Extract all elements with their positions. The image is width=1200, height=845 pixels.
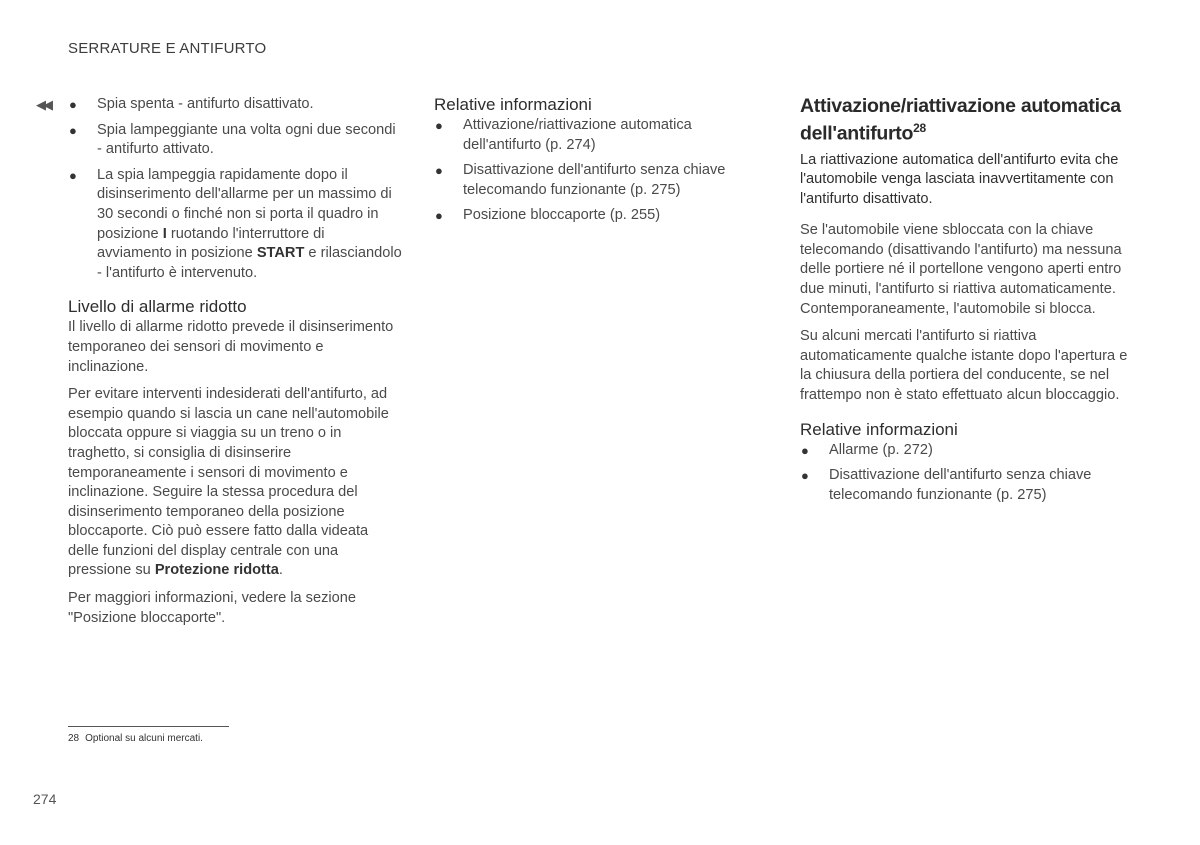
bullet-icon: ● xyxy=(801,442,809,458)
text-run: ruotando l'interruttore di avviamento in posizione xyxy=(97,225,325,262)
column-right xyxy=(800,95,1135,511)
related-link-item[interactable] xyxy=(800,441,1135,461)
paragraph: Il livello di allarme ridotto prevede il disinserimento temporaneo dei sensori di movimento e inclinazione. xyxy=(68,319,394,375)
bullet-icon: ● xyxy=(69,97,77,112)
related-link-text[interactable]: Disattivazione dell'antifurto senza chiave telecomando funzionante (p. 275) xyxy=(829,467,1092,503)
list-item xyxy=(68,166,403,284)
menu-option-label: Protezione ridotta xyxy=(154,562,279,579)
list-item-text: Spia spenta - antifurto disattivato. xyxy=(97,96,314,112)
list-item-text: Spia lampeggiante una volta ogni due secondi - antifurto attivato. xyxy=(97,121,396,158)
related-link-item[interactable] xyxy=(800,466,1135,505)
page-header-title: SERRATURE E ANTIFURTO xyxy=(68,40,267,57)
text-run: e rilasciandolo - l'antifurto è intervenuto. xyxy=(97,245,402,281)
heading-text: Attivazione/riattivazione automatica dell'antifurto xyxy=(800,95,1121,145)
bullet-icon: ● xyxy=(801,468,809,484)
section-heading: Livello di allarme ridotto xyxy=(68,297,247,317)
text-run: Per evitare interventi indesiderati dell'antifurto, ad esempio quando si lascia un cane nell'automobile bloccata oppure si viaggia su un treno o in traghetto, si consiglia di disinserire temporaneamente i sensori di movimento e inclinazione. Seguire la stessa procedura del disinserimento temporaneo della posizione bloccaporte. Ciò può essere fatto dalla videata delle funzioni del display centrale con una pressione su xyxy=(68,386,389,579)
intro-paragraph: La riattivazione automatica dell'antifurto evita che l'automobile venga lasciata inavvertitamente con l'antifurto disattivato. xyxy=(800,151,1119,207)
paragraph: Su alcuni mercati l'antifurto si riattiva automaticamente qualche istante dopo l'apertura e la chiusura della portiera del conducente, se nel frattempo non è stato effettuato alcun bloccaggio. xyxy=(800,328,1128,404)
bullet-icon: ● xyxy=(69,167,77,183)
page-number: 274 xyxy=(33,791,57,807)
text-run: La spia lampeggia rapidamente dopo il disinserimento dell'allarme per un massimo di 30 secondi o finché non si porta il quadro in posizione xyxy=(97,166,392,242)
text-run: . xyxy=(278,562,283,579)
related-link-item[interactable] xyxy=(434,161,769,200)
bullet-icon: ● xyxy=(435,163,443,179)
list-item-text xyxy=(97,167,402,281)
related-link-text[interactable]: Posizione bloccaporte (p. 255) xyxy=(463,207,661,224)
footnote-number: 28 xyxy=(68,733,80,744)
paragraph xyxy=(68,385,403,581)
footnote-text: Optional su alcuni mercati. xyxy=(85,733,203,744)
bullet-icon: ● xyxy=(435,118,443,133)
start-position-label: START xyxy=(256,245,305,262)
footnote xyxy=(68,733,203,744)
footnote-divider xyxy=(68,726,229,727)
related-info-heading: Relative informazioni xyxy=(800,419,958,439)
list-item xyxy=(68,121,403,160)
bullet-icon: ● xyxy=(69,122,77,138)
related-info-list xyxy=(800,441,1135,506)
related-link-text[interactable]: Disattivazione dell'antifurto senza chiave telecomando funzionante (p. 275) xyxy=(463,162,726,198)
bullet-icon: ● xyxy=(435,208,443,224)
list-item xyxy=(68,95,403,115)
related-link-item[interactable] xyxy=(434,116,769,155)
related-link-text[interactable]: Attivazione/riattivazione automatica dell'antifurto (p. 274) xyxy=(463,117,692,153)
related-link-item[interactable] xyxy=(434,206,769,226)
paragraph: Per maggiori informazioni, vedere la sezione "Posizione bloccaporte". xyxy=(68,590,356,626)
related-info-heading: Relative informazioni xyxy=(434,95,592,114)
status-light-list xyxy=(68,95,403,283)
footnote-reference[interactable]: 28 xyxy=(913,121,926,135)
related-info-list xyxy=(434,116,769,226)
paragraph: Se l'automobile viene sbloccata con la chiave telecomando (disattivando l'antifurto) ma nessuna delle portiere né il portellone vengono aperti entro due minuti, l'antifurto si riattiva automaticamente. Contemporaneamente, l'automobile si blocca. xyxy=(800,222,1122,317)
column-middle xyxy=(434,95,769,232)
column-left xyxy=(68,95,403,636)
key-position-label: I xyxy=(162,225,167,242)
section-main-heading xyxy=(800,95,1135,145)
related-link-text[interactable]: Allarme (p. 272) xyxy=(829,441,933,458)
continued-arrow-icon: ◀◀ xyxy=(36,97,50,112)
